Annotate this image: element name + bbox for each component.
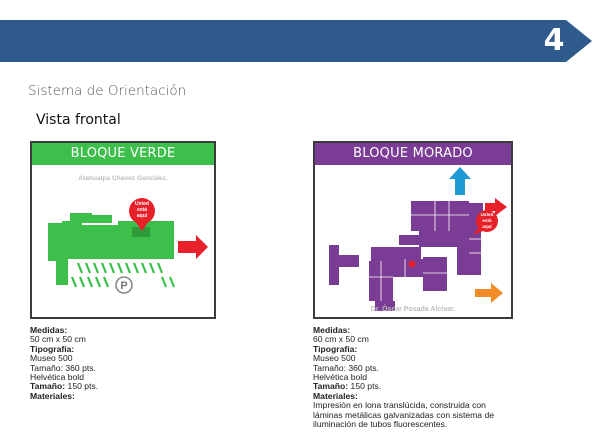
svg-text:Usted: Usted (135, 201, 149, 207)
purple-block-header: BLOQUE MORADO (315, 143, 511, 165)
medidas-label: Medidas: (313, 325, 351, 335)
green-block-specs (30, 326, 230, 401)
materiales-line: láminas metálicas galvanizadas con sistema de (313, 409, 495, 420)
tamano-value: 150 pts. (65, 381, 99, 392)
building-shape (82, 225, 118, 259)
purple-block-specs (313, 326, 513, 429)
materiales-label: Materiales: (30, 390, 75, 401)
section-title: Sistema de Orientación (28, 83, 187, 99)
green-block-map (32, 165, 214, 317)
tipografia-line: Museo 500 (30, 353, 73, 364)
materiales-line: iluminación de tubos fluorescentes. (313, 419, 448, 430)
purple-block-sign (313, 141, 513, 319)
medidas-label: Medidas: (30, 325, 68, 335)
parking-icon (116, 277, 132, 293)
purple-block-map (315, 165, 511, 317)
tipografia-line: Tamaño: 360 pts. (313, 362, 379, 373)
building-shapes (329, 201, 483, 311)
tamano-label: Tamaño: (313, 381, 349, 392)
building-shape (70, 213, 92, 223)
tipografia-line: Museo 500 (313, 353, 356, 364)
tipografia-label: Tipografía: (30, 343, 75, 354)
green-block-sign (30, 141, 216, 319)
right-arrow-orange-icon (475, 283, 503, 303)
svg-text:aquí: aquí (482, 224, 492, 229)
building-shape (118, 221, 174, 259)
materiales-label: Materiales: (313, 390, 358, 401)
right-arrow-icon (178, 235, 208, 259)
svg-text:está: está (482, 218, 492, 223)
marker-square (409, 261, 415, 267)
green-block-header: BLOQUE VERDE (32, 143, 214, 165)
medidas-value: 50 cm x 50 cm (30, 334, 86, 345)
svg-text:está: está (136, 207, 148, 213)
medidas-value: 60 cm x 50 cm (313, 334, 369, 345)
tamano-label: Tamaño: (30, 381, 66, 392)
tipografia-line: Helvética bold (313, 372, 367, 383)
tipografia-line: Tamaño: 360 pts. (30, 362, 96, 373)
materiales-line: Impresión en lona translúcida, construida con (313, 400, 486, 411)
svg-text:P: P (120, 280, 128, 292)
header-arrow-shape (566, 20, 592, 62)
green-building-name: Atahualpa Chávez González. (78, 175, 168, 182)
svg-text:aquí: aquí (136, 213, 148, 219)
tamano-value: 150 pts. (348, 381, 382, 392)
tipografia-line: Helvética bold (30, 372, 84, 383)
building-shape (92, 215, 112, 223)
up-arrow-icon (449, 167, 471, 195)
building-shape (62, 221, 82, 259)
header-band (0, 20, 566, 62)
svg-text:Usted: Usted (480, 212, 494, 217)
tipografia-label: Tipografía: (313, 343, 358, 354)
purple-building-name: Dr. Óscar Posada Alcívar. (370, 306, 456, 313)
view-title: Vista frontal (36, 112, 121, 128)
page-number: 4 (543, 23, 565, 58)
